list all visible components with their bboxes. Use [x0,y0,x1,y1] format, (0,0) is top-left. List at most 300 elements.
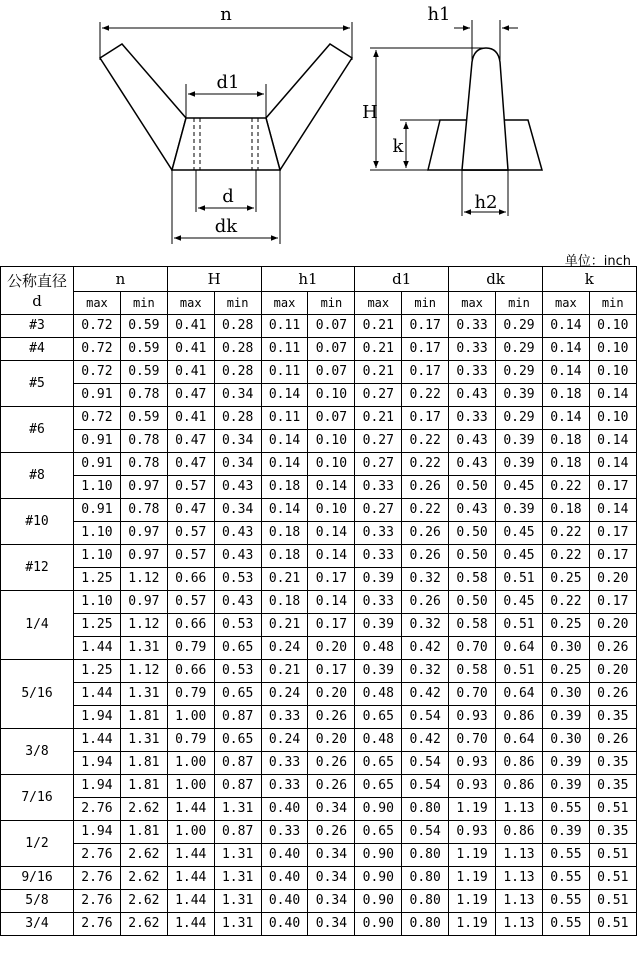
value-cell: 0.97 [120,591,167,614]
label-H: H [362,102,378,123]
value-cell: 0.34 [308,913,355,936]
value-cell: 0.64 [496,637,543,660]
value-cell: 0.26 [402,522,449,545]
dimension-table [0,266,637,936]
value-cell: 0.53 [214,660,261,683]
value-cell: 0.32 [402,568,449,591]
value-cell: 0.78 [120,453,167,476]
value-cell: 0.24 [261,637,308,660]
value-cell: 0.10 [308,430,355,453]
value-cell: 1.44 [74,729,121,752]
wing-nut-drawing [0,0,637,248]
value-cell: 0.91 [74,384,121,407]
value-cell: 1.25 [74,614,121,637]
value-cell: 0.65 [355,706,402,729]
value-cell: 1.12 [120,660,167,683]
size-cell: 1/4 [1,591,74,660]
value-cell: 2.62 [120,867,167,890]
value-cell: 0.10 [589,361,636,384]
value-cell: 1.12 [120,614,167,637]
value-cell: 0.40 [261,867,308,890]
value-cell: 0.39 [355,568,402,591]
value-cell: 0.40 [261,913,308,936]
value-cell: 1.31 [214,867,261,890]
value-cell: 0.29 [496,407,543,430]
value-cell: 0.59 [120,315,167,338]
value-cell: 0.65 [355,775,402,798]
value-cell: 0.20 [308,729,355,752]
value-cell: 0.30 [542,729,589,752]
value-cell: 1.44 [167,844,214,867]
value-cell: 1.19 [449,867,496,890]
value-cell: 0.26 [308,821,355,844]
value-cell: 0.14 [308,545,355,568]
value-cell: 0.22 [402,384,449,407]
column-header: d1 [355,267,449,292]
value-cell: 2.76 [74,798,121,821]
value-cell: 0.21 [261,568,308,591]
value-cell: 0.79 [167,729,214,752]
subheader-row [1,292,637,315]
value-cell: 0.18 [261,522,308,545]
value-cell: 0.17 [402,407,449,430]
size-cell: 3/8 [1,729,74,775]
value-cell: 1.10 [74,545,121,568]
value-cell: 0.35 [589,752,636,775]
label-d1: d1 [216,72,240,93]
value-cell: 0.43 [214,522,261,545]
subheader-min: min [120,292,167,315]
value-cell: 0.10 [308,453,355,476]
value-cell: 0.26 [589,683,636,706]
table-row [1,407,637,430]
value-cell: 1.19 [449,913,496,936]
value-cell: 1.31 [214,844,261,867]
label-h1: h1 [427,4,451,25]
value-cell: 0.65 [355,752,402,775]
value-cell: 0.53 [214,614,261,637]
value-cell: 0.21 [261,660,308,683]
value-cell: 1.94 [74,752,121,775]
value-cell: 1.44 [74,683,121,706]
value-cell: 0.59 [120,361,167,384]
table-row [1,913,637,936]
size-cell: 5/16 [1,660,74,729]
table-row [1,844,637,867]
value-cell: 1.13 [496,798,543,821]
value-cell: 0.39 [496,384,543,407]
value-cell: 0.45 [496,591,543,614]
table-row [1,775,637,798]
value-cell: 0.80 [402,867,449,890]
table-row [1,430,637,453]
value-cell: 0.65 [214,683,261,706]
table-row [1,660,637,683]
subheader-max: max [449,292,496,315]
value-cell: 1.13 [496,844,543,867]
value-cell: 0.07 [308,407,355,430]
value-cell: 0.47 [167,499,214,522]
value-cell: 0.26 [589,729,636,752]
value-cell: 0.41 [167,361,214,384]
value-cell: 0.27 [355,384,402,407]
value-cell: 0.45 [496,522,543,545]
value-cell: 0.57 [167,476,214,499]
value-cell: 0.39 [542,821,589,844]
value-cell: 0.14 [589,384,636,407]
value-cell: 0.39 [542,706,589,729]
value-cell: 0.25 [542,660,589,683]
table-row [1,338,637,361]
column-header: n [74,267,168,292]
value-cell: 0.48 [355,637,402,660]
value-cell: 0.70 [449,637,496,660]
value-cell: 0.42 [402,683,449,706]
value-cell: 0.35 [589,706,636,729]
value-cell: 0.26 [308,752,355,775]
value-cell: 0.33 [355,476,402,499]
value-cell: 0.43 [449,430,496,453]
value-cell: 0.26 [402,591,449,614]
value-cell: 0.90 [355,798,402,821]
value-cell: 0.29 [496,338,543,361]
value-cell: 0.80 [402,913,449,936]
value-cell: 1.25 [74,660,121,683]
table-row [1,568,637,591]
value-cell: 0.87 [214,752,261,775]
value-cell: 0.22 [542,591,589,614]
table-row [1,453,637,476]
table-row [1,706,637,729]
value-cell: 0.70 [449,683,496,706]
value-cell: 1.12 [120,568,167,591]
value-cell: 0.65 [355,821,402,844]
value-cell: 0.34 [214,499,261,522]
value-cell: 0.14 [261,453,308,476]
value-cell: 0.14 [261,499,308,522]
size-cell: #10 [1,499,74,545]
subheader-min: min [589,292,636,315]
value-cell: 0.14 [261,430,308,453]
value-cell: 0.45 [496,545,543,568]
value-cell: 0.14 [261,384,308,407]
value-cell: 0.66 [167,568,214,591]
unit-label: 单位：inch [564,254,631,269]
value-cell: 0.54 [402,706,449,729]
value-cell: 0.07 [308,361,355,384]
value-cell: 0.80 [402,890,449,913]
value-cell: 0.87 [214,775,261,798]
table-row [1,384,637,407]
value-cell: 0.34 [308,844,355,867]
value-cell: 2.62 [120,890,167,913]
value-cell: 2.62 [120,844,167,867]
value-cell: 0.33 [261,706,308,729]
value-cell: 0.17 [589,545,636,568]
value-cell: 0.57 [167,591,214,614]
value-cell: 0.86 [496,775,543,798]
value-cell: 0.91 [74,430,121,453]
value-cell: 0.18 [542,430,589,453]
value-cell: 0.80 [402,798,449,821]
value-cell: 0.54 [402,821,449,844]
value-cell: 1.00 [167,775,214,798]
value-cell: 0.34 [308,867,355,890]
size-cell: #5 [1,361,74,407]
value-cell: 0.80 [402,844,449,867]
value-cell: 0.20 [589,568,636,591]
value-cell: 0.28 [214,407,261,430]
subheader-max: max [355,292,402,315]
value-cell: 0.33 [261,821,308,844]
value-cell: 0.72 [74,338,121,361]
value-cell: 1.31 [214,798,261,821]
value-cell: 0.54 [402,775,449,798]
value-cell: 0.18 [261,591,308,614]
value-cell: 0.58 [449,568,496,591]
value-cell: 0.25 [542,614,589,637]
value-cell: 0.14 [308,591,355,614]
value-cell: 1.25 [74,568,121,591]
subheader-max: max [167,292,214,315]
value-cell: 0.10 [308,499,355,522]
table-row [1,867,637,890]
value-cell: 2.62 [120,798,167,821]
value-cell: 1.13 [496,890,543,913]
value-cell: 0.17 [308,568,355,591]
value-cell: 0.50 [449,545,496,568]
value-cell: 0.29 [496,361,543,384]
value-cell: 0.39 [355,660,402,683]
value-cell: 0.17 [589,476,636,499]
value-cell: 0.51 [496,614,543,637]
value-cell: 0.11 [261,315,308,338]
value-cell: 1.81 [120,775,167,798]
value-cell: 0.40 [261,844,308,867]
value-cell: 0.33 [449,338,496,361]
value-cell: 0.54 [402,752,449,775]
column-header: H [167,267,261,292]
value-cell: 0.27 [355,430,402,453]
value-cell: 0.07 [308,338,355,361]
value-cell: 0.59 [120,338,167,361]
value-cell: 0.21 [355,338,402,361]
value-cell: 0.35 [589,821,636,844]
value-cell: 0.93 [449,775,496,798]
value-cell: 0.33 [355,522,402,545]
column-header: k [542,267,636,292]
value-cell: 1.19 [449,890,496,913]
value-cell: 0.93 [449,821,496,844]
label-k: k [392,136,404,157]
header-corner-symbol: d [32,291,42,310]
table-row [1,637,637,660]
value-cell: 0.33 [355,591,402,614]
value-cell: 0.28 [214,315,261,338]
value-cell: 0.22 [402,453,449,476]
value-cell: 0.93 [449,752,496,775]
value-cell: 0.72 [74,361,121,384]
subheader-min: min [308,292,355,315]
value-cell: 0.87 [214,706,261,729]
value-cell: 0.65 [214,729,261,752]
value-cell: 1.10 [74,522,121,545]
value-cell: 0.22 [542,545,589,568]
value-cell: 2.62 [120,913,167,936]
value-cell: 0.14 [542,361,589,384]
table-row [1,315,637,338]
value-cell: 1.31 [120,683,167,706]
value-cell: 0.28 [214,361,261,384]
value-cell: 1.94 [74,775,121,798]
value-cell: 0.10 [589,407,636,430]
value-cell: 0.43 [214,476,261,499]
value-cell: 0.17 [589,522,636,545]
value-cell: 0.14 [589,499,636,522]
value-cell: 0.33 [449,407,496,430]
value-cell: 0.30 [542,637,589,660]
value-cell: 0.87 [214,821,261,844]
size-cell: #4 [1,338,74,361]
value-cell: 2.76 [74,844,121,867]
size-cell: #8 [1,453,74,499]
value-cell: 0.91 [74,453,121,476]
value-cell: 0.43 [449,453,496,476]
subheader-min: min [214,292,261,315]
value-cell: 0.22 [402,430,449,453]
value-cell: 0.32 [402,614,449,637]
value-cell: 1.44 [167,798,214,821]
value-cell: 0.39 [542,752,589,775]
value-cell: 1.19 [449,798,496,821]
value-cell: 0.26 [402,476,449,499]
value-cell: 0.33 [355,545,402,568]
column-header: dk [449,267,543,292]
value-cell: 0.50 [449,522,496,545]
value-cell: 0.57 [167,545,214,568]
value-cell: 0.97 [120,545,167,568]
value-cell: 0.18 [542,384,589,407]
value-cell: 0.39 [355,614,402,637]
value-cell: 0.51 [496,568,543,591]
value-cell: 0.41 [167,407,214,430]
value-cell: 0.90 [355,867,402,890]
table-row [1,821,637,844]
size-cell: #12 [1,545,74,591]
value-cell: 0.55 [542,890,589,913]
value-cell: 0.97 [120,522,167,545]
subheader-max: max [261,292,308,315]
value-cell: 0.26 [308,706,355,729]
value-cell: 0.33 [449,315,496,338]
value-cell: 0.26 [308,775,355,798]
value-cell: 0.86 [496,706,543,729]
size-cell: #3 [1,315,74,338]
value-cell: 0.40 [261,890,308,913]
value-cell: 0.22 [542,522,589,545]
value-cell: 1.00 [167,821,214,844]
value-cell: 0.14 [542,338,589,361]
value-cell: 0.58 [449,660,496,683]
value-cell: 0.58 [449,614,496,637]
value-cell: 0.34 [308,798,355,821]
value-cell: 0.47 [167,453,214,476]
value-cell: 0.93 [449,706,496,729]
value-cell: 1.31 [120,729,167,752]
value-cell: 0.86 [496,821,543,844]
value-cell: 0.41 [167,315,214,338]
value-cell: 0.48 [355,729,402,752]
value-cell: 0.51 [589,798,636,821]
value-cell: 0.33 [261,752,308,775]
value-cell: 0.53 [214,568,261,591]
value-cell: 0.32 [402,660,449,683]
value-cell: 0.79 [167,637,214,660]
value-cell: 0.66 [167,660,214,683]
value-cell: 0.42 [402,637,449,660]
value-cell: 0.21 [355,407,402,430]
value-cell: 0.57 [167,522,214,545]
header-corner [1,267,74,315]
value-cell: 0.51 [496,660,543,683]
value-cell: 0.72 [74,407,121,430]
label-dk: dk [214,216,238,237]
subheader-min: min [402,292,449,315]
value-cell: 1.81 [120,706,167,729]
subheader-min: min [496,292,543,315]
value-cell: 1.00 [167,706,214,729]
value-cell: 0.17 [402,361,449,384]
value-cell: 0.10 [589,315,636,338]
value-cell: 0.14 [308,522,355,545]
size-cell: 3/4 [1,913,74,936]
value-cell: 0.20 [589,660,636,683]
value-cell: 0.26 [589,637,636,660]
value-cell: 1.44 [167,867,214,890]
value-cell: 0.50 [449,591,496,614]
value-cell: 0.39 [496,453,543,476]
value-cell: 1.94 [74,706,121,729]
value-cell: 1.10 [74,476,121,499]
header-corner-title: 公称直径 [6,271,67,290]
value-cell: 0.25 [542,568,589,591]
value-cell: 0.79 [167,683,214,706]
value-cell: 0.34 [214,430,261,453]
value-cell: 1.81 [120,752,167,775]
value-cell: 0.47 [167,384,214,407]
table-row [1,729,637,752]
value-cell: 0.35 [589,775,636,798]
value-cell: 2.76 [74,867,121,890]
value-cell: 0.20 [589,614,636,637]
value-cell: 0.21 [355,361,402,384]
value-cell: 1.81 [120,821,167,844]
table-row [1,752,637,775]
value-cell: 1.10 [74,591,121,614]
value-cell: 0.17 [308,660,355,683]
value-cell: 0.64 [496,683,543,706]
value-cell: 0.18 [542,499,589,522]
value-cell: 0.86 [496,752,543,775]
value-cell: 0.17 [308,614,355,637]
value-cell: 1.19 [449,844,496,867]
value-cell: 0.51 [589,890,636,913]
value-cell: 0.34 [214,384,261,407]
size-cell: 1/2 [1,821,74,867]
value-cell: 0.41 [167,338,214,361]
value-cell: 0.64 [496,729,543,752]
value-cell: 0.40 [261,798,308,821]
